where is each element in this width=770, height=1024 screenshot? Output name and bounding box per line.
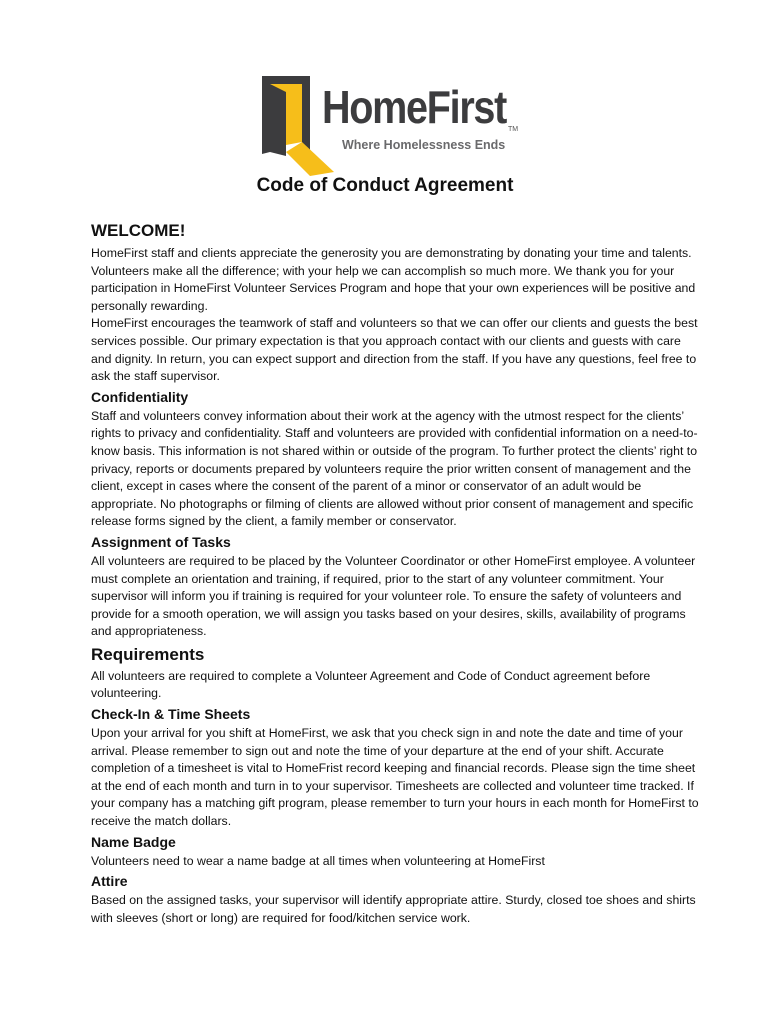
brand-tagline: Where Homelessness Ends (342, 138, 506, 152)
assignment-paragraph: All volunteers are required to be placed by the Volunteer Coordinator or other HomeFirst employee. A volunteer must complete an orientation and training, if required, prior to the start of any volunteer commitment. Your supervisor will inform you if training is required for your volunteer role. To ensure the safety of volunteers and provide for a smooth operation, we will assign you tasks based on your desires, skills, availability of programs and appropriateness. (91, 553, 696, 639)
attire-heading: Attire (91, 873, 128, 890)
confidentiality-paragraph: Staff and volunteers convey information about their work at the agency with the utmost respect for the clients’ rights to privacy and confidentiality. Staff and volunteers are provided with confidential information on a need-to-know basis. This information is not shared within or outside of the program. To further protect the clients’ right to privacy, reports or documents prepared by volunteers require the prior written consent of management and the client, except in cases where the consent of the parent of a minor or conservator of an adult would be appropriate. No photographs or filming of clients are allowed without prior consent of management and specific release forms signed by the client, a family member or conservator. (91, 408, 698, 529)
attire-paragraph: Based on the assigned tasks, your supervisor will identify appropriate attire. Sturdy, closed toe shoes and shirts with sleeves (short or long) are required for food/kitchen service work. (91, 893, 696, 925)
assignment-heading: Assignment of Tasks (91, 533, 231, 550)
checkin-paragraph: Upon your arrival for you shift at HomeFirst, we ask that you check sign in and note the date and time of your arrival. Please remember to sign out and note the time of your departure at the end of your shift. Accurate completion of a timesheet is vital to HomeFrist record keeping and financial records. Please sign the time sheet at the end of each month and turn in to your supervisor. Timesheets are collected and volunteer time tracked. If your company has a matching gift program, please remember to turn your hours in each month for HomeFirst to receive the match dollars. (91, 726, 699, 829)
trademark-mark: TM (508, 126, 519, 133)
brand-name: HomeFirst (322, 81, 507, 133)
checkin-heading: Check-In & Time Sheets (91, 706, 251, 723)
document-title: Code of Conduct Agreement (256, 175, 514, 196)
welcome-heading: WELCOME! (91, 221, 186, 240)
name-badge-paragraph: Volunteers need to wear a name badge at all times when volunteering at HomeFirst (91, 853, 545, 868)
confidentiality-heading: Confidentiality (91, 388, 189, 405)
welcome-paragraph-2: HomeFirst encourages the teamwork of staff and volunteers so that we can offer our clients and guests the best services possible. Our primary expectation is that you approach contact with our clients and guests with care and dignity. In return, you can expect support and direction from the staff. If you have any questions, feel free to ask the staff supervisor. (91, 316, 698, 384)
requirements-heading: Requirements (91, 644, 205, 664)
document-body (91, 220, 701, 927)
name-badge-heading: Name Badge (91, 833, 176, 850)
homefirst-logo (258, 72, 526, 178)
requirements-paragraph: All volunteers are required to complete a Volunteer Agreement and Code of Conduct agreement before volunteering. (91, 668, 651, 701)
welcome-paragraph-1: HomeFirst staff and clients appreciate the generosity you are demonstrating by donating your time and talents. Volunteers make all the difference; with your help we can accomplish so much more. We thank you for your participation in HomeFirst Volunteer Services Program and hope that your own experiences will be positive and personally rewarding. (91, 246, 696, 313)
